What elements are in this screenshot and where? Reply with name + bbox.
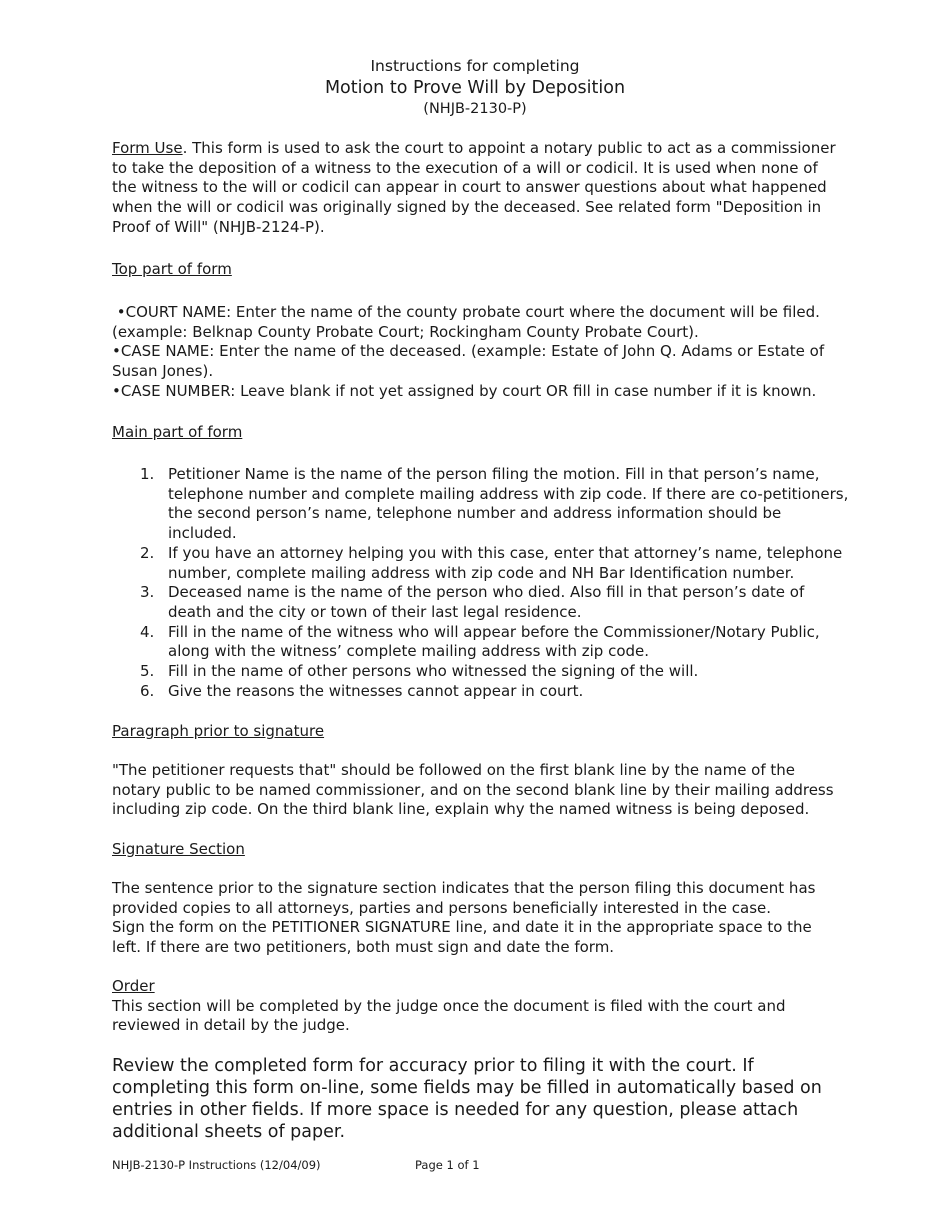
form-use-heading: Form Use [112, 139, 183, 157]
top-part-bullets [112, 303, 852, 402]
footer-page-number: Page 1 of 1 [415, 1158, 480, 1172]
order-text: This section will be completed by the judge once the document is filed with the court and reviewed in detail by the judge. [112, 996, 786, 1035]
list-number: 4. [140, 622, 155, 641]
footer-form-id: NHJB-2130-P Instructions (12/04/09) [112, 1158, 321, 1172]
list-number: 3. [140, 583, 155, 602]
bullet-icon: • [112, 342, 121, 361]
paragraph-prior-text: "The petitioner requests that" should be followed on the first blank line by the name of the notary public to be named commissioner, and on the second blank line by their mailing address including zip code. On the third blank line, explain why the named witness is being deposed. [112, 761, 834, 819]
bullet-label: COURT NAME: [125, 303, 232, 321]
main-part-heading-text: Main part of form [112, 423, 243, 441]
form-use-text: . This form is used to ask the court to appoint a notary public to act as a commissioner to take the deposition of a witness to the execution of a will or codicil. It is used when none of the witness to the will or codicil can appear in court to answer questions about what happened when the will or codicil was originally signed by the deceased. See related form "Deposition in Proof of Will" (NHJB-2124-P). [112, 139, 836, 236]
list-text: Deceased name is the name of the person who died. Also fill in that person’s date of death and the city or town of their last legal residence. [168, 583, 805, 621]
signature-text-1: The sentence prior to the signature section indicates that the person filing this document has provided copies to all attorneys, parties and persons beneficially interested in the case. [112, 879, 816, 917]
list-number: 1. [140, 465, 155, 483]
title-block [0, 56, 950, 120]
list-text: Petitioner Name is the name of the person filing the motion. Fill in that person’s name, telephone number and complete mailing address with zip code. If there are co-petitioners, the second person’s name, telephone number and address information should be included. [168, 465, 849, 543]
paragraph-prior-heading [112, 722, 844, 742]
signature-heading-text: Signature Section [112, 840, 245, 858]
list-number: 6. [140, 681, 155, 700]
list-text: If you have an attorney helping you with this case, enter that attorney’s name, telephone number, complete mailing address with zip code and NH Bar Identification number. [168, 543, 843, 582]
bullet-text: Enter the name of the deceased. (example: Estate of John Q. Adams or Estate of Susan Jones). [112, 342, 825, 381]
list-item [112, 465, 852, 544]
title-line-1: Instructions for completing [370, 57, 580, 75]
form-use-section [112, 139, 844, 238]
paragraph-prior-heading-text: Paragraph prior to signature [112, 722, 325, 740]
bullet-label: CASE NUMBER: [120, 381, 236, 400]
order-section [112, 977, 812, 1036]
main-part-heading [112, 423, 844, 443]
list-text: Give the reasons the witnesses cannot appear in court. [168, 681, 584, 700]
bullet-icon: • [116, 303, 126, 321]
document-title: Motion to Prove Will by Deposition [324, 78, 626, 98]
top-part-heading-text: Top part of form [112, 260, 232, 278]
bullet-text: Enter the name of the county probate court where the document will be filed. (example: Belknap County Probate Court; Rockingham County Probate Court). [112, 303, 820, 341]
bullet-text: Leave blank if not yet assigned by court OR fill in case number if it is known. [235, 381, 817, 400]
list-number: 5. [140, 662, 155, 681]
order-heading: Order [112, 977, 155, 995]
list-item [112, 623, 852, 662]
list-number: 2. [140, 543, 155, 562]
list-item [112, 583, 852, 622]
top-part-heading [112, 260, 844, 280]
signature-heading [112, 840, 844, 860]
final-note: Review the completed form for accuracy prior to filing it with the court. If completing this form on-line, some fields may be filled in automatically based on entries in other fields. If more space is needed for any question, please attach additional sheets of paper. [112, 1056, 822, 1142]
main-part-list [112, 465, 852, 701]
form-code: (NHJB-2130-P) [423, 101, 527, 117]
signature-text-2: Sign the form on the PETITIONER SIGNATURE line, and date it in the appropriate space to the left. If there are two petitioners, both must sign and date the form. [112, 918, 812, 957]
bullet-court-name [112, 303, 852, 342]
bullet-label: CASE NAME: [120, 342, 215, 361]
signature-section [112, 879, 842, 958]
list-item [112, 682, 852, 702]
list-item [112, 662, 852, 682]
bullet-icon: • [112, 381, 121, 400]
bullet-case-number [112, 382, 852, 402]
bullet-case-name [112, 342, 852, 381]
list-text: Fill in the name of the witness who will appear before the Commissioner/Notary Public, along with the witness’ complete mailing address with zip code. [168, 622, 820, 661]
list-text: Fill in the name of other persons who witnessed the signing of the will. [168, 662, 699, 681]
list-item [112, 544, 852, 583]
